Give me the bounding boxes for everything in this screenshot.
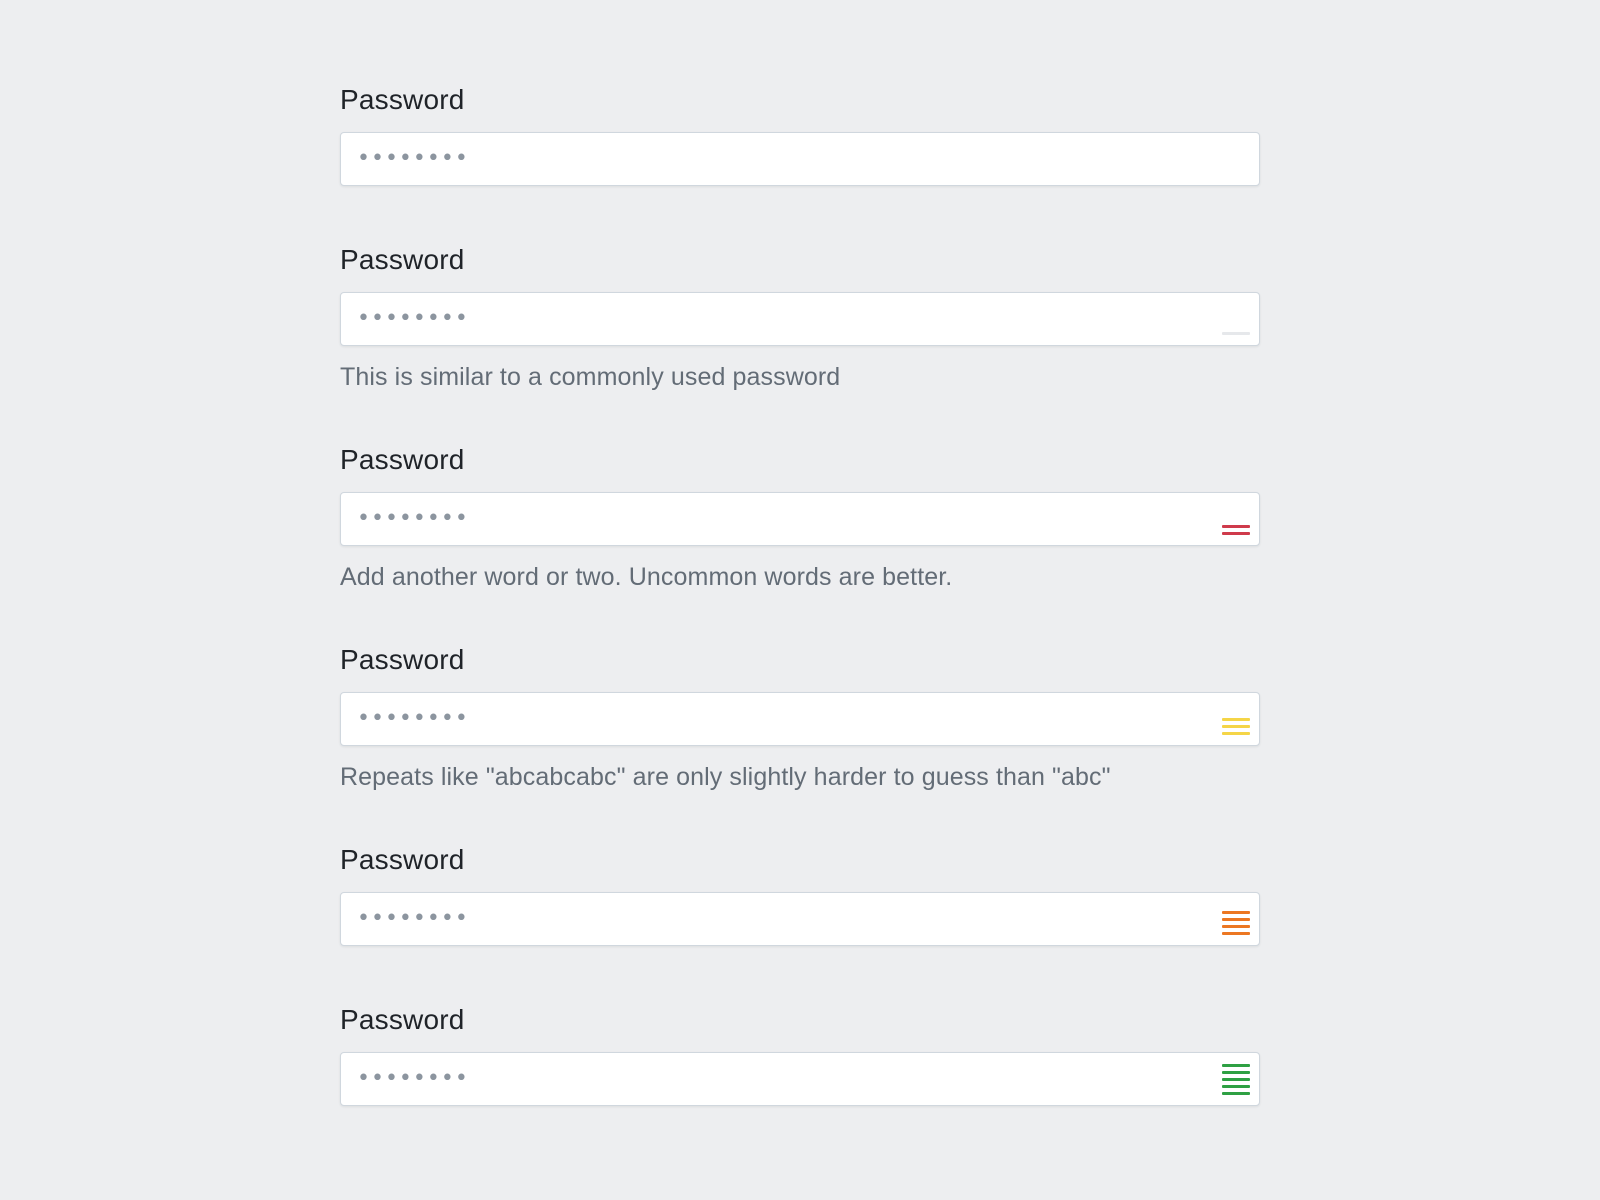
password-field-4 — [340, 640, 1260, 791]
strength-meter-bar — [1222, 1064, 1250, 1067]
strength-meter-bar — [1222, 732, 1250, 735]
password-input[interactable] — [341, 693, 1201, 745]
password-label: Password — [340, 1004, 465, 1035]
strength-meter-icon — [1222, 907, 1250, 935]
strength-meter-bar — [1222, 725, 1250, 728]
strength-meter-bar — [1222, 918, 1250, 921]
password-field-2 — [340, 240, 1260, 391]
password-hint: This is similar to a commonly used password — [340, 363, 841, 391]
strength-meter-bar — [1222, 925, 1250, 928]
password-label: Password — [340, 644, 465, 675]
strength-meter-bar — [1222, 1078, 1250, 1081]
password-label: Password — [340, 444, 465, 475]
password-field-1 — [340, 80, 1260, 120]
password-field-5 — [340, 840, 1260, 880]
password-input[interactable] — [341, 1053, 1201, 1105]
strength-meter-bar — [1222, 532, 1250, 535]
password-input[interactable] — [341, 493, 1201, 545]
password-hint: Add another word or two. Uncommon words are better. — [340, 563, 953, 591]
strength-meter-bar — [1222, 932, 1250, 935]
password-hint: Repeats like "abcabcabc" are only slightly harder to guess than "abc" — [340, 763, 1111, 791]
password-input-wrapper[interactable] — [340, 692, 1260, 746]
strength-meter-icon — [1222, 714, 1250, 735]
password-field-3 — [340, 440, 1260, 591]
password-input[interactable] — [341, 293, 1201, 345]
strength-meter-icon — [1222, 328, 1250, 335]
strength-meter-bar — [1222, 911, 1250, 914]
password-input[interactable] — [341, 893, 1201, 945]
strength-meter-bar — [1222, 1092, 1250, 1095]
password-input[interactable] — [341, 133, 1201, 185]
password-label: Password — [340, 244, 465, 275]
strength-meter-bar — [1222, 718, 1250, 721]
strength-meter-bar — [1222, 1085, 1250, 1088]
password-label: Password — [340, 844, 465, 875]
strength-meter-bar — [1222, 1071, 1250, 1074]
strength-meter-bar — [1222, 332, 1250, 335]
password-input-wrapper[interactable] — [340, 892, 1260, 946]
password-label: Password — [340, 84, 465, 115]
password-field-6 — [340, 1000, 1260, 1040]
password-input-wrapper[interactable] — [340, 132, 1260, 186]
password-input-wrapper[interactable] — [340, 492, 1260, 546]
strength-meter-icon — [1222, 521, 1250, 535]
strength-meter-bar — [1222, 525, 1250, 528]
password-input-wrapper[interactable] — [340, 1052, 1260, 1106]
strength-meter-icon — [1222, 1060, 1250, 1095]
password-input-wrapper[interactable] — [340, 292, 1260, 346]
